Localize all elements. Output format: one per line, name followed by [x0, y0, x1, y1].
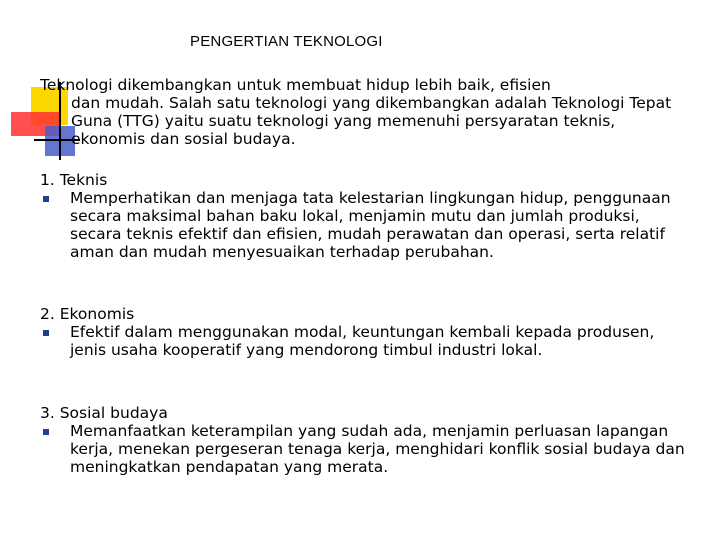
section-ekonomis	[40, 305, 690, 359]
intro-first-line: Teknologi dikembangkan untuk membuat hidup lebih baik, efisien	[40, 76, 551, 94]
square-bullet-icon	[43, 196, 49, 202]
square-bullet-icon	[43, 429, 49, 435]
section-sosial-budaya	[40, 404, 690, 476]
bullet-item	[40, 189, 690, 261]
section-heading: 3. Sosial budaya	[40, 404, 168, 422]
section-heading: 2. Ekonomis	[40, 305, 135, 323]
intro-continuation: dan mudah. Salah satu teknologi yang dikembangkan adalah Teknologi Tepat Guna (TTG) yaitu suatu teknologi yang memenuhi persyaratan teknis, ekonomis dan sosial budaya.	[71, 94, 672, 148]
bullet-item	[40, 323, 690, 359]
intro-paragraph	[40, 76, 680, 148]
section-teknis	[40, 171, 690, 261]
bullet-text: Memanfaatkan keterampilan yang sudah ada, menjamin perluasan lapangan kerja, menekan pergeseran tenaga kerja, menghidari konflik sosial budaya dan meningkatkan pendapatan yang merata.	[70, 422, 685, 476]
square-bullet-icon	[43, 330, 49, 336]
bullet-item	[40, 422, 690, 476]
bullet-text: Memperhatikan dan menjaga tata kelestarian lingkungan hidup, penggunaan secara maksimal bahan baku lokal, menjamin mutu dan jumlah produksi, secara teknis efektif dan efisien, mudah perawatan dan operasi, serta relatif aman dan mudah menyesuaikan terhadap perubahan.	[70, 189, 671, 261]
section-heading: 1. Teknis	[40, 171, 108, 189]
bullet-text: Efektif dalam menggunakan modal, keuntungan kembali kepada produsen, jenis usaha kooperatif yang mendorong timbul industri lokal.	[70, 323, 655, 359]
page-title: PENGERTIAN TEKNOLOGI	[190, 33, 383, 50]
